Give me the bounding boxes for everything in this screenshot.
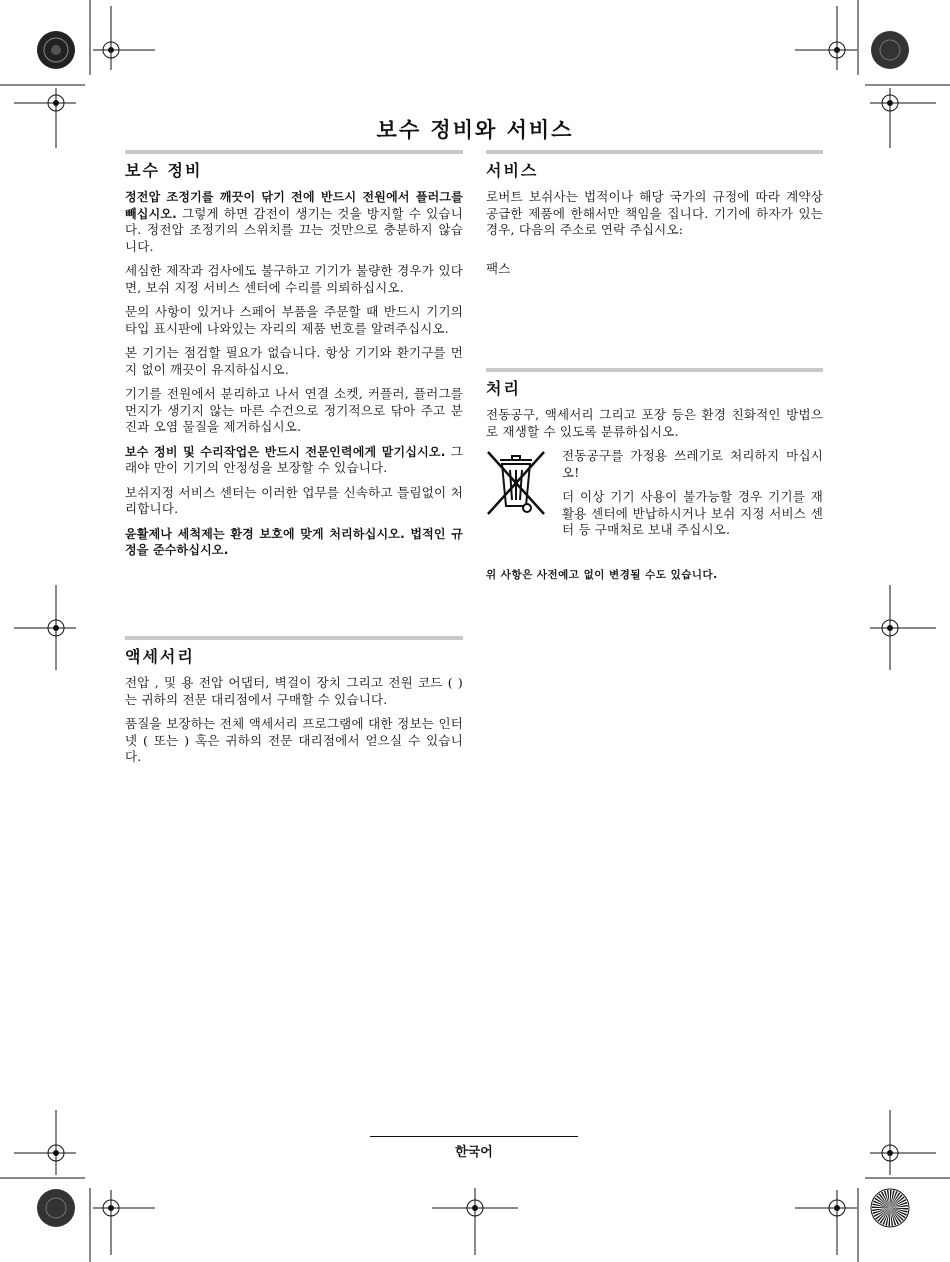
disposal-text bbox=[562, 448, 823, 547]
maintenance-paragraph: 보쉬지정 서비스 센터는 이러한 업무를 신속하고 틀림없이 처리합니다. bbox=[125, 484, 463, 516]
section-rule bbox=[125, 636, 463, 640]
starburst-rosette-icon bbox=[871, 1189, 909, 1227]
page-title: 보수 정비와 서비스 bbox=[376, 118, 574, 142]
disposal-block bbox=[486, 448, 823, 547]
crosshair-target-icon bbox=[432, 1188, 518, 1255]
paragraph-text: 그래야 만이 기기의 안정성을 보장할 수 있습니다. bbox=[125, 443, 463, 475]
accessories-heading: 액세서리 bbox=[125, 647, 195, 666]
bold-warning: 정전압 조정기를 깨끗이 닦기 전에 반드시 전원에서 플러그를 빼십시오. bbox=[125, 190, 463, 221]
crosshair-target-icon bbox=[14, 1110, 76, 1175]
disposal-section bbox=[486, 368, 823, 582]
disposal-heading: 처리 bbox=[486, 379, 521, 398]
crosshair-target-icon bbox=[870, 585, 936, 670]
maintenance-heading: 보수 정비 bbox=[125, 161, 203, 180]
maintenance-paragraph: 기기를 전원에서 분리하고 나서 연결 소켓, 커플러, 플러그를 먼지가 생기지 않는 마른 수건으로 정기적으로 닦아 주고 분진과 오염 물질을 제거하십시오. bbox=[125, 386, 463, 434]
service-heading: 서비스 bbox=[486, 161, 539, 180]
crossed-out-wheeled-bin-icon bbox=[486, 448, 552, 547]
crosshair-target-icon bbox=[870, 1110, 936, 1175]
maintenance-paragraph bbox=[125, 189, 463, 255]
footer-language: 한국어 bbox=[455, 1145, 493, 1160]
fax-label: 팩스 bbox=[486, 260, 511, 276]
crosshair-target-icon bbox=[93, 6, 155, 70]
section-rule bbox=[125, 150, 463, 154]
change-notice: 위 사항은 사전예고 없이 변경될 수도 있습니다. bbox=[486, 568, 718, 581]
accessories-section bbox=[125, 636, 463, 774]
crosshair-target-icon bbox=[14, 585, 76, 670]
crosshair-target-icon bbox=[93, 1190, 155, 1255]
maintenance-paragraph: 세심한 제작과 검사에도 불구하고 기기가 불량한 경우가 있다면, 보쉬 지정 서비스 센터에 수리를 의뢰하십시오. bbox=[125, 263, 463, 295]
accessories-paragraph: 전압 , 및 용 전압 어댑터, 벽걸이 장치 그리고 전원 코드 ( ) 는 귀하의 전문 대리점에서 구매할 수 있습니다. bbox=[125, 675, 463, 707]
disposal-paragraph: 전동공구를 가정용 쓰레기로 처리하지 마십시오! bbox=[562, 448, 823, 480]
maintenance-paragraph-bold: 윤활제나 세척제는 환경 보호에 맞게 처리하십시오. 법적인 규정을 준수하십시오. bbox=[125, 526, 463, 557]
section-rule bbox=[486, 368, 823, 372]
maintenance-paragraph bbox=[125, 444, 463, 477]
service-paragraph: 로버트 보쉬사는 법적이나 해당 국가의 규정에 따라 계약상 공급한 제품에 한해서만 책임을 집니다. 기기에 하자가 있는 경우, 다음의 주소로 연락 주십시오: bbox=[486, 189, 823, 237]
footer-rule bbox=[370, 1136, 578, 1137]
accessories-paragraph: 품질을 보장하는 전체 액세서리 프로그램에 대한 정보는 인터넷 ( 또는 ) 혹은 귀하의 전문 대리점에서 얻으실 수 있습니다. bbox=[125, 716, 463, 764]
maintenance-section bbox=[125, 150, 463, 567]
paragraph-text: 그렇게 하면 감전이 생기는 것을 방지할 수 있습니다. 정전압 조정기의 스위치를 끄는 것만으로 충분하지 않습니다. bbox=[125, 205, 463, 254]
maintenance-paragraph: 본 기기는 점검할 필요가 없습니다. 항상 기기와 환기구를 먼지 없이 깨끗이 유지하십시오. bbox=[125, 345, 463, 377]
crosshair-target-icon bbox=[795, 1190, 857, 1255]
service-section bbox=[486, 150, 823, 285]
disposal-paragraph: 전동공구, 액세서리 그리고 포장 등은 환경 친화적인 방법으로 재생할 수 있도록 분류하십시오. bbox=[486, 407, 823, 439]
disposal-paragraph: 더 이상 기기 사용이 불가능할 경우 기기를 재활용 센터에 반납하시거나 보쉬 지정 서비스 센터 등 구매처로 보내 주십시오. bbox=[562, 489, 823, 537]
starburst-rosette-icon bbox=[871, 31, 909, 69]
section-rule bbox=[486, 150, 823, 154]
bold-warning: 보수 정비 및 수리작업은 반드시 전문인력에게 맡기십시오. bbox=[125, 444, 446, 459]
starburst-rosette-icon bbox=[37, 31, 75, 69]
crosshair-target-icon bbox=[795, 6, 857, 70]
maintenance-paragraph: 문의 사항이 있거나 스페어 부품을 주문할 때 반드시 기기의 타입 표시판에 나와있는 자리의 제품 번호를 알려주십시오. bbox=[125, 304, 463, 336]
starburst-rosette-icon bbox=[37, 1189, 75, 1227]
